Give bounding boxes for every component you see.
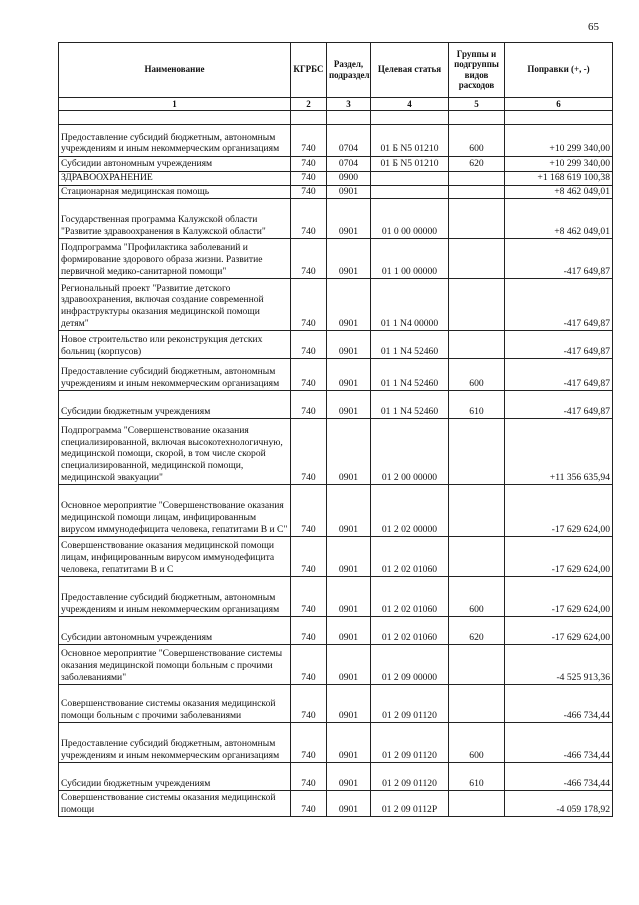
row-amount: +8 462 049,01 xyxy=(505,185,613,199)
header-kgrbs: КГРБС xyxy=(291,43,327,98)
row-group: 600 xyxy=(449,577,505,617)
row-name: Предоставление субсидий бюджетным, автономным учреждениям и иным некоммерческим организациям xyxy=(59,723,291,763)
row-amount: -417 649,87 xyxy=(505,391,613,419)
row-kgrbs: 740 xyxy=(291,331,327,359)
row-name: Субсидии бюджетным учреждениям xyxy=(59,391,291,419)
column-number: 6 xyxy=(505,98,613,111)
table-row xyxy=(59,485,613,537)
row-section: 0901 xyxy=(327,617,371,645)
row-name: Предоставление субсидий бюджетным, автономным учреждениям и иным некоммерческим организациям xyxy=(59,359,291,391)
row-amount: -17 629 624,00 xyxy=(505,617,613,645)
row-kgrbs: 740 xyxy=(291,391,327,419)
column-number: 3 xyxy=(327,98,371,111)
row-target: 01 2 02 01060 xyxy=(371,577,449,617)
row-kgrbs: 740 xyxy=(291,685,327,723)
row-target: 01 Б N5 01210 xyxy=(371,125,449,157)
row-name: Совершенствование системы оказания медицинской помощи больным с прочими заболеваниями xyxy=(59,685,291,723)
row-group xyxy=(449,537,505,577)
row-group: 600 xyxy=(449,723,505,763)
row-group xyxy=(449,279,505,331)
table-row xyxy=(59,577,613,617)
header-name: Наименование xyxy=(59,43,291,98)
header-groups: Группы и подгруппы видов расходов xyxy=(449,43,505,98)
row-kgrbs: 740 xyxy=(291,419,327,485)
row-group: 600 xyxy=(449,125,505,157)
row-section: 0901 xyxy=(327,685,371,723)
row-amount: +1 168 619 100,38 xyxy=(505,172,613,186)
row-group xyxy=(449,791,505,817)
column-number: 5 xyxy=(449,98,505,111)
row-target: 01 2 02 01060 xyxy=(371,617,449,645)
row-name: Стационарная медицинская помощь xyxy=(59,185,291,199)
row-name: Совершенствование оказания медицинской помощи лицам, инфицированным вирусом иммунодефицита человека, гепатитами В и С xyxy=(59,537,291,577)
row-amount: -417 649,87 xyxy=(505,279,613,331)
table-row xyxy=(59,185,613,199)
budget-amendments-table xyxy=(58,42,613,817)
row-group: 620 xyxy=(449,617,505,645)
row-name: Предоставление субсидий бюджетным, автономным учреждениям и иным некоммерческим организациям xyxy=(59,577,291,617)
row-target: 01 2 09 00000 xyxy=(371,645,449,685)
row-section: 0704 xyxy=(327,157,371,172)
row-name: Региональный проект "Развитие детского здравоохранения, включая создание современной инфраструктуры оказания медицинской помощи детям" xyxy=(59,279,291,331)
row-name: Подпрограмма "Профилактика заболеваний и формирование здорового образа жизни. Развитие первичной медико-санитарной помощи" xyxy=(59,239,291,279)
row-amount: -17 629 624,00 xyxy=(505,577,613,617)
row-section: 0704 xyxy=(327,125,371,157)
table-row xyxy=(59,125,613,157)
row-group xyxy=(449,199,505,239)
row-amount: -4 059 178,92 xyxy=(505,791,613,817)
row-target: 01 1 N4 52460 xyxy=(371,359,449,391)
row-kgrbs: 740 xyxy=(291,791,327,817)
row-target: 01 1 N4 52460 xyxy=(371,331,449,359)
row-kgrbs: 740 xyxy=(291,239,327,279)
header-section: Раздел, подраздел xyxy=(327,43,371,98)
table-row xyxy=(59,791,613,817)
column-number: 1 xyxy=(59,98,291,111)
table-row xyxy=(59,391,613,419)
row-section: 0901 xyxy=(327,331,371,359)
row-kgrbs: 740 xyxy=(291,617,327,645)
row-group xyxy=(449,485,505,537)
row-section: 0901 xyxy=(327,791,371,817)
column-number: 2 xyxy=(291,98,327,111)
row-target: 01 1 00 00000 xyxy=(371,239,449,279)
row-name: Государственная программа Калужской области "Развитие здравоохранения в Калужской области" xyxy=(59,199,291,239)
row-amount: -466 734,44 xyxy=(505,685,613,723)
row-amount: +11 356 635,94 xyxy=(505,419,613,485)
row-section: 0901 xyxy=(327,199,371,239)
row-kgrbs: 740 xyxy=(291,157,327,172)
row-kgrbs: 740 xyxy=(291,185,327,199)
row-name: Субсидии автономным учреждениям xyxy=(59,157,291,172)
row-amount: -466 734,44 xyxy=(505,763,613,791)
column-number: 4 xyxy=(371,98,449,111)
row-group: 610 xyxy=(449,391,505,419)
header-target: Целевая статья xyxy=(371,43,449,98)
row-group: 610 xyxy=(449,763,505,791)
spacer-row xyxy=(59,111,613,125)
row-target xyxy=(371,185,449,199)
row-amount: -17 629 624,00 xyxy=(505,537,613,577)
row-target: 01 2 09 01120 xyxy=(371,685,449,723)
row-kgrbs: 740 xyxy=(291,723,327,763)
row-name: ЗДРАВООХРАНЕНИЕ xyxy=(59,172,291,186)
row-name: Основное мероприятие "Совершенствование системы оказания медицинской помощи больным с прочими заболеваниями" xyxy=(59,645,291,685)
row-section: 0901 xyxy=(327,763,371,791)
table-row xyxy=(59,723,613,763)
table-body xyxy=(59,111,613,817)
row-section: 0901 xyxy=(327,391,371,419)
row-group xyxy=(449,331,505,359)
table-row xyxy=(59,645,613,685)
row-kgrbs: 740 xyxy=(291,485,327,537)
row-section: 0901 xyxy=(327,419,371,485)
table-row xyxy=(59,685,613,723)
row-kgrbs: 740 xyxy=(291,359,327,391)
column-number-row xyxy=(59,98,613,111)
row-target: 01 2 02 00000 xyxy=(371,485,449,537)
row-section: 0901 xyxy=(327,485,371,537)
row-target: 01 1 N4 00000 xyxy=(371,279,449,331)
row-kgrbs: 740 xyxy=(291,577,327,617)
row-name: Субсидии бюджетным учреждениям xyxy=(59,763,291,791)
row-amount: -417 649,87 xyxy=(505,331,613,359)
table-header-row xyxy=(59,43,613,98)
row-amount: +10 299 340,00 xyxy=(505,125,613,157)
page-number: 65 xyxy=(588,21,599,33)
row-section: 0901 xyxy=(327,239,371,279)
row-amount: -466 734,44 xyxy=(505,723,613,763)
row-amount: +10 299 340,00 xyxy=(505,157,613,172)
row-group xyxy=(449,645,505,685)
row-group xyxy=(449,685,505,723)
table-row xyxy=(59,419,613,485)
row-group xyxy=(449,419,505,485)
row-amount: +8 462 049,01 xyxy=(505,199,613,239)
row-group xyxy=(449,172,505,186)
row-amount: -417 649,87 xyxy=(505,239,613,279)
row-section: 0901 xyxy=(327,723,371,763)
row-amount: -417 649,87 xyxy=(505,359,613,391)
row-name: Предоставление субсидий бюджетным, автономным учреждениям и иным некоммерческим организациям xyxy=(59,125,291,157)
row-target: 01 0 00 00000 xyxy=(371,199,449,239)
table-row xyxy=(59,331,613,359)
row-kgrbs: 740 xyxy=(291,125,327,157)
row-amount: -4 525 913,36 xyxy=(505,645,613,685)
row-kgrbs: 740 xyxy=(291,537,327,577)
table-row xyxy=(59,537,613,577)
row-target: 01 Б N5 01210 xyxy=(371,157,449,172)
row-name: Подпрограмма "Совершенствование оказания специализированной, включая высокотехнологичную, медицинской помощи, скорой, в том числе скорой специализированной, медицинской помощи, медицинской эвакуации" xyxy=(59,419,291,485)
row-kgrbs: 740 xyxy=(291,172,327,186)
row-target xyxy=(371,172,449,186)
row-target: 01 2 00 00000 xyxy=(371,419,449,485)
row-group xyxy=(449,185,505,199)
row-target: 01 2 02 01060 xyxy=(371,537,449,577)
row-section: 0901 xyxy=(327,279,371,331)
table-row xyxy=(59,172,613,186)
table-row xyxy=(59,239,613,279)
table-row xyxy=(59,359,613,391)
row-kgrbs: 740 xyxy=(291,199,327,239)
row-kgrbs: 740 xyxy=(291,279,327,331)
row-group xyxy=(449,239,505,279)
row-kgrbs: 740 xyxy=(291,645,327,685)
row-amount: -17 629 624,00 xyxy=(505,485,613,537)
header-amendments: Поправки (+, -) xyxy=(505,43,613,98)
row-group: 600 xyxy=(449,359,505,391)
row-section: 0901 xyxy=(327,359,371,391)
row-target: 01 2 09 01120 xyxy=(371,763,449,791)
row-section: 0901 xyxy=(327,185,371,199)
table-row xyxy=(59,157,613,172)
table-row xyxy=(59,763,613,791)
row-section: 0901 xyxy=(327,537,371,577)
row-target: 01 2 09 01120 xyxy=(371,723,449,763)
row-name: Новое строительство или реконструкция детских больниц (корпусов) xyxy=(59,331,291,359)
row-target: 01 2 09 0112P xyxy=(371,791,449,817)
row-section: 0901 xyxy=(327,577,371,617)
table-row xyxy=(59,279,613,331)
row-section: 0900 xyxy=(327,172,371,186)
table-row xyxy=(59,199,613,239)
row-group: 620 xyxy=(449,157,505,172)
row-name: Субсидии автономным учреждениям xyxy=(59,617,291,645)
row-section: 0901 xyxy=(327,645,371,685)
table-row xyxy=(59,617,613,645)
row-name: Совершенствование системы оказания медицинской помощи xyxy=(59,791,291,817)
row-target: 01 1 N4 52460 xyxy=(371,391,449,419)
row-name: Основное мероприятие "Совершенствование оказания медицинской помощи лицам, инфицированным вирусом иммунодефицита человека, гепатитами В и С" xyxy=(59,485,291,537)
row-kgrbs: 740 xyxy=(291,763,327,791)
